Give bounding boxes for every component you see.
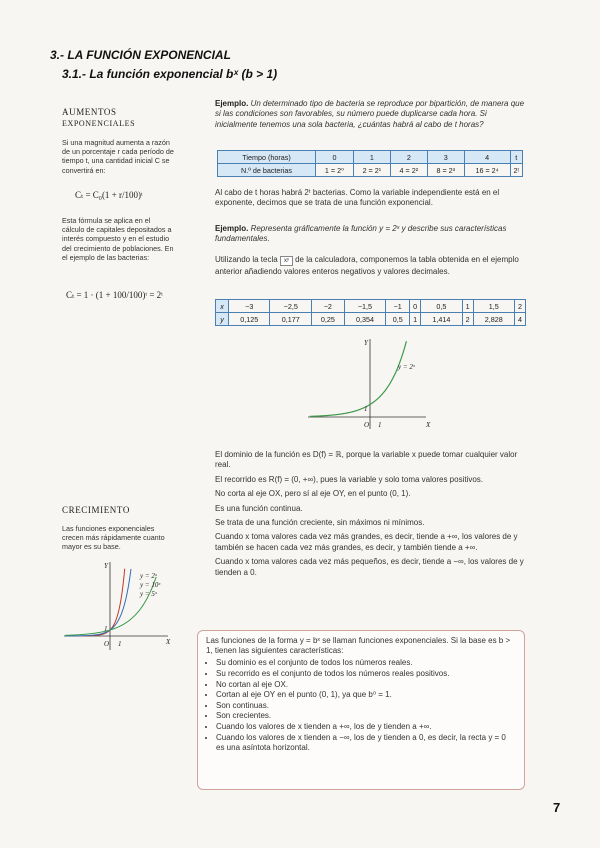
property-item: El recorrido es R(f) = (0, +∞), pues la variable y solo toma valores positivos. [215, 474, 484, 484]
curve-2x [310, 341, 407, 416]
ejemplo-1 [215, 99, 527, 130]
graph-y-label: Y [364, 339, 368, 347]
table-cell: 0 [410, 300, 421, 313]
table-cell: 1 [353, 151, 390, 164]
curve-10x [65, 569, 125, 636]
table-cell: x [216, 300, 229, 313]
growth-one-x: 1 [118, 640, 122, 648]
table-cell: −1 [386, 300, 410, 313]
ejemplo-1-conclusion: Al cabo de t horas habrá 2ᵗ bacterias. Como la variable independiente está en el exponente, decimos que se trata de una función exponencial. [215, 188, 500, 208]
crecimiento-title: CRECIMIENTO [62, 505, 130, 515]
list-item: • Son continuas. [216, 701, 516, 712]
table-cell: 1,414 [421, 313, 462, 326]
table-cell: 2 [515, 300, 526, 313]
property-item: Se trata de una función creciente, sin máximos ni mínimos. [215, 518, 425, 528]
table-cell: 0,177 [270, 313, 311, 326]
table-row [216, 313, 526, 326]
aumentos-title: AUMENTOS [62, 107, 117, 117]
table-cell: 0,25 [311, 313, 344, 326]
property-item: Cuando x toma valores cada vez más grandes, es decir, tiende a +∞, los valores de y también se hacen cada vez más grandes, es decir, y también tiende a +∞. [215, 532, 518, 552]
table-cell: Tiempo (horas) [218, 151, 316, 164]
growth-graph [60, 558, 180, 654]
list-item: • Son crecientes. [216, 711, 516, 722]
values-table [215, 299, 526, 326]
section-title: 3.- LA FUNCIÓN EXPONENCIAL [50, 48, 231, 62]
table-cell: 2 [390, 151, 427, 164]
table-cell: −2 [311, 300, 344, 313]
table-cell: 2,828 [473, 313, 514, 326]
property-item: Cuando x toma valores cada vez más pequeños, es decir, tiende a −∞, los valores de y tienden a 0. [215, 557, 524, 577]
table-cell: 0,354 [344, 313, 385, 326]
table-cell: 1 [410, 313, 421, 326]
section-subtitle: 3.1.- La función exponencial bˣ (b > 1) [62, 67, 278, 81]
exponential-graph [300, 333, 440, 433]
table-row [216, 300, 526, 313]
table-cell: N.º de bacterias [218, 164, 316, 177]
ejemplo-1-label: Ejemplo. [215, 99, 249, 108]
graph-one-y: 1 [364, 405, 368, 413]
growth-x-label: X [166, 638, 171, 646]
label-2x: y = 2ˣ [140, 572, 157, 580]
ejemplo-1-text: Un determinado tipo de bacteria se reproduce por bipartición, de manera que si las condiciones son favorables, su número puede duplicarse cada hora. Si inicialmente tenemos una sola bacteria, ¿cuántas habrá al cabo de t horas? [215, 99, 525, 129]
ejemplo-2-paragraph [215, 254, 527, 277]
property-item: El dominio de la función es D(f) = ℝ, porque la variable x puede tomar cualquier valor real. [215, 450, 518, 470]
graph-x-label: X [426, 421, 431, 429]
summary-box [197, 630, 525, 790]
table-cell: 2 = 2¹ [353, 164, 390, 177]
crecimiento-text: Las funciones exponenciales crecen más rápidamente cuanto mayor es su base. [62, 524, 165, 552]
label-10x: y = 10ˣ [140, 581, 161, 589]
table-cell: 16 = 2⁴ [464, 164, 510, 177]
graph-origin: O [364, 421, 370, 429]
list-item: • Cuando los valores de x tienden a −∞, los de y tienden a 0, es decir, la recta y = 0 es una asíntota horizontal. [216, 733, 516, 754]
property-item: Es una función continua. [215, 503, 303, 513]
graph-curve-label: y = 2ˣ [398, 363, 415, 371]
table-cell: 1 = 2⁰ [316, 164, 354, 177]
table-cell: y [216, 313, 229, 326]
aumentos-text: Si una magnitud aumenta a razón de un porcentaje r cada período de tiempo t, una cantidad inicial C se convertirá en: [62, 138, 174, 175]
table-cell: t [510, 151, 522, 164]
table-cell: −2,5 [270, 300, 311, 313]
aumentos-title-2: EXPONENCIALES [62, 119, 136, 128]
calculator-key-icon: xʸ [280, 256, 293, 266]
bacteria-formula: Cₜ = 1 · (1 + 100/100)ᵗ = 2ᵗ [66, 290, 163, 300]
table-cell: −1,5 [344, 300, 385, 313]
page-number: 7 [553, 800, 561, 815]
bacteria-table [217, 150, 523, 177]
aumentos-text-2: Esta fórmula se aplica en el cálculo de capitales depositados a interés compuesto y en el estudio del crecimiento de poblaciones. En el ejemplo de las bacterias: [62, 216, 174, 262]
table-cell: 0,5 [386, 313, 410, 326]
table-row [218, 151, 523, 164]
list-item: • No cortan al eje OX. [216, 680, 516, 691]
summary-lead: Las funciones de la forma y = bˣ se llaman funciones exponenciales. Si la base es b > 1, tienen las siguientes características: [206, 636, 511, 656]
table-row [218, 164, 523, 177]
table-cell: 4 [515, 313, 526, 326]
ejemplo-2-p1a: Utilizando la tecla [215, 255, 278, 264]
list-item: • Su dominio es el conjunto de todos los números reales. [216, 658, 516, 669]
table-cell: −3 [229, 300, 270, 313]
ejemplo-2-text: Representa gráficamente la función y = 2ˣ y describe sus características fundamentales. [215, 224, 507, 244]
table-cell: 0,5 [421, 300, 462, 313]
aumentos-formula: Cₜ = C₀(1 + r/100)ᵗ [75, 190, 143, 200]
list-item: • Su recorrido es el conjunto de todos los números reales positivos. [216, 669, 516, 680]
growth-y-label: Y [104, 562, 108, 570]
ejemplo-2 [215, 224, 527, 245]
growth-origin: O [104, 640, 110, 648]
table-cell: 1 [462, 300, 473, 313]
table-cell: 2 [462, 313, 473, 326]
summary-list [206, 658, 516, 753]
growth-one-y: 1 [104, 625, 108, 633]
list-item: • Cuando los valores de x tienden a +∞, los de y tienden a +∞. [216, 722, 516, 733]
table-cell: 4 [464, 151, 510, 164]
table-cell: 1,5 [473, 300, 514, 313]
table-cell: 0 [316, 151, 354, 164]
table-cell: 8 = 2³ [427, 164, 464, 177]
properties-list [215, 450, 527, 578]
list-item: • Cortan al eje OY en el punto (0, 1), ya que b⁰ = 1. [216, 690, 516, 701]
property-item: No corta al eje OX, pero sí al eje OY, en el punto (0, 1). [215, 489, 411, 499]
ejemplo-2-p1b: de la calculadora, componemos la tabla obtenida en el ejemplo anterior añadiendo valores enteros negativos y valores decimales. [215, 255, 519, 276]
table-cell: 0,125 [229, 313, 270, 326]
table-cell: 2ᵗ [510, 164, 522, 177]
label-5x: y = 5ˣ [140, 590, 157, 598]
table-cell: 3 [427, 151, 464, 164]
ejemplo-2-label: Ejemplo. [215, 224, 249, 233]
graph-one-x: 1 [378, 421, 382, 429]
table-cell: 4 = 2² [390, 164, 427, 177]
